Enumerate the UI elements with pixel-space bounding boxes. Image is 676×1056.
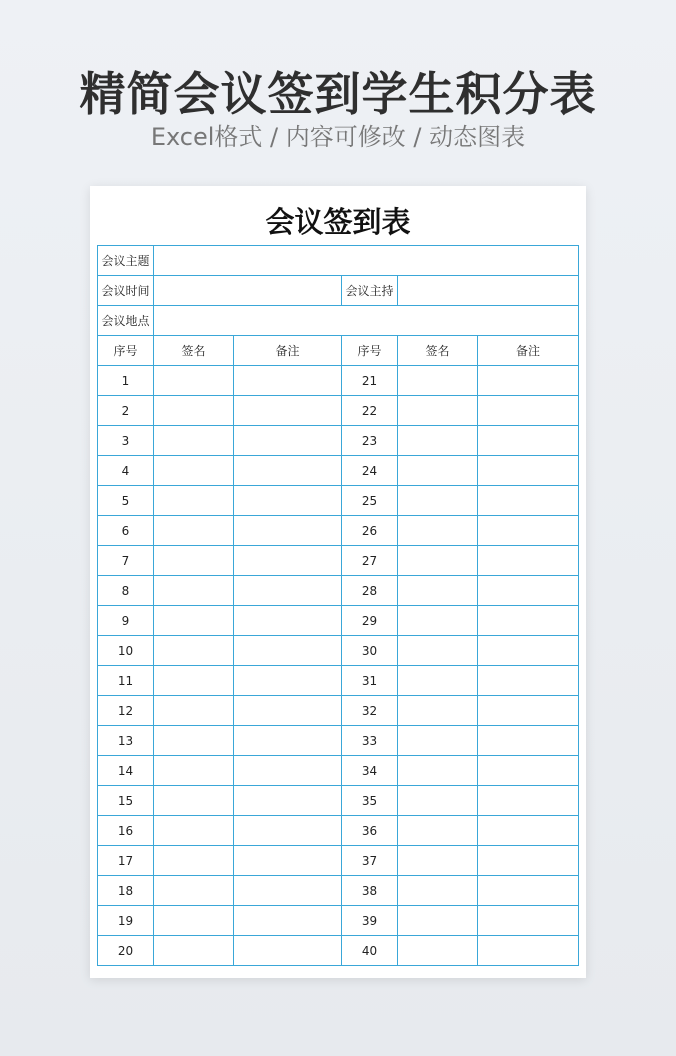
seq-cell: 3: [98, 426, 154, 456]
signature-cell[interactable]: [154, 576, 234, 606]
signature-cell[interactable]: [398, 786, 478, 816]
table-row: [98, 906, 579, 936]
remark-cell[interactable]: [234, 456, 342, 486]
remark-cell[interactable]: [478, 906, 579, 936]
table-row: [98, 456, 579, 486]
signature-cell[interactable]: [398, 426, 478, 456]
seq-cell: 8: [98, 576, 154, 606]
remark-cell[interactable]: [478, 726, 579, 756]
seq-cell: 23: [342, 426, 398, 456]
remark-cell[interactable]: [478, 456, 579, 486]
signature-cell[interactable]: [154, 756, 234, 786]
remark-cell[interactable]: [234, 546, 342, 576]
header-remark: 备注: [234, 336, 342, 366]
signature-cell[interactable]: [154, 456, 234, 486]
seq-cell: 20: [98, 936, 154, 966]
sign-in-sheet: [90, 186, 586, 978]
signature-cell[interactable]: [398, 576, 478, 606]
host-label: 会议主持: [342, 276, 398, 306]
remark-cell[interactable]: [234, 756, 342, 786]
seq-cell: 40: [342, 936, 398, 966]
signature-cell[interactable]: [154, 906, 234, 936]
table-row: [98, 786, 579, 816]
table-row: [98, 666, 579, 696]
seq-cell: 31: [342, 666, 398, 696]
remark-cell[interactable]: [478, 426, 579, 456]
signature-cell[interactable]: [398, 366, 478, 396]
table-row: [98, 936, 579, 966]
signature-cell[interactable]: [398, 936, 478, 966]
seq-cell: 35: [342, 786, 398, 816]
seq-cell: 2: [98, 396, 154, 426]
signature-cell[interactable]: [154, 786, 234, 816]
host-input-cell[interactable]: [398, 276, 579, 306]
signature-cell[interactable]: [398, 756, 478, 786]
header-seq: 序号: [98, 336, 154, 366]
header-remark: 备注: [478, 336, 579, 366]
table-row: [98, 546, 579, 576]
seq-cell: 18: [98, 876, 154, 906]
table-row: [98, 816, 579, 846]
remark-cell[interactable]: [234, 396, 342, 426]
table-row: [98, 606, 579, 636]
info-row-topic: [98, 246, 579, 276]
signature-cell[interactable]: [398, 666, 478, 696]
signature-cell[interactable]: [154, 876, 234, 906]
signature-cell[interactable]: [154, 366, 234, 396]
table-row: [98, 576, 579, 606]
topic-input-cell[interactable]: [154, 246, 579, 276]
remark-cell[interactable]: [234, 816, 342, 846]
seq-cell: 15: [98, 786, 154, 816]
remark-cell[interactable]: [234, 726, 342, 756]
seq-cell: 10: [98, 636, 154, 666]
table-row: [98, 696, 579, 726]
signature-cell[interactable]: [154, 846, 234, 876]
remark-cell[interactable]: [234, 636, 342, 666]
seq-cell: 21: [342, 366, 398, 396]
signature-cell[interactable]: [154, 816, 234, 846]
remark-cell[interactable]: [234, 366, 342, 396]
column-header-row: [98, 336, 579, 366]
seq-cell: 1: [98, 366, 154, 396]
table-row: [98, 516, 579, 546]
seq-cell: 36: [342, 816, 398, 846]
sheet-title: 会议签到表: [265, 205, 411, 239]
signature-cell[interactable]: [398, 816, 478, 846]
seq-cell: 5: [98, 486, 154, 516]
seq-cell: 28: [342, 576, 398, 606]
remark-cell[interactable]: [478, 936, 579, 966]
signature-cell[interactable]: [398, 516, 478, 546]
signature-cell[interactable]: [154, 396, 234, 426]
seq-cell: 34: [342, 756, 398, 786]
signature-cell[interactable]: [154, 486, 234, 516]
seq-cell: 11: [98, 666, 154, 696]
seq-cell: 30: [342, 636, 398, 666]
remark-cell[interactable]: [234, 936, 342, 966]
remark-cell[interactable]: [234, 606, 342, 636]
signature-cell[interactable]: [398, 546, 478, 576]
signature-cell[interactable]: [398, 846, 478, 876]
signature-cell[interactable]: [398, 636, 478, 666]
table-row: [98, 726, 579, 756]
seq-cell: 14: [98, 756, 154, 786]
table-row: [98, 426, 579, 456]
signature-cell[interactable]: [154, 666, 234, 696]
info-row-place: [98, 306, 579, 336]
seq-cell: 19: [98, 906, 154, 936]
remark-cell[interactable]: [234, 426, 342, 456]
remark-cell[interactable]: [234, 576, 342, 606]
place-input-cell[interactable]: [154, 306, 579, 336]
seq-cell: 29: [342, 606, 398, 636]
remark-cell[interactable]: [234, 906, 342, 936]
sign-in-table: [97, 245, 579, 966]
seq-cell: 7: [98, 546, 154, 576]
signature-cell[interactable]: [398, 486, 478, 516]
remark-cell[interactable]: [478, 876, 579, 906]
seq-cell: 4: [98, 456, 154, 486]
remark-cell[interactable]: [234, 696, 342, 726]
seq-cell: 39: [342, 906, 398, 936]
table-row: [98, 846, 579, 876]
table-row: [98, 486, 579, 516]
time-input-cell[interactable]: [154, 276, 342, 306]
topic-label: 会议主题: [98, 246, 154, 276]
seq-cell: 37: [342, 846, 398, 876]
remark-cell[interactable]: [234, 516, 342, 546]
table-row: [98, 396, 579, 426]
seq-cell: 13: [98, 726, 154, 756]
seq-cell: 33: [342, 726, 398, 756]
remark-cell[interactable]: [478, 606, 579, 636]
remark-cell[interactable]: [478, 396, 579, 426]
remark-cell[interactable]: [478, 816, 579, 846]
signature-cell[interactable]: [398, 876, 478, 906]
remark-cell[interactable]: [234, 846, 342, 876]
seq-cell: 32: [342, 696, 398, 726]
remark-cell[interactable]: [478, 546, 579, 576]
seq-cell: 12: [98, 696, 154, 726]
page-title: 精简会议签到学生积分表: [79, 67, 597, 121]
remark-cell[interactable]: [234, 666, 342, 696]
seq-cell: 6: [98, 516, 154, 546]
seq-cell: 27: [342, 546, 398, 576]
signature-cell[interactable]: [398, 696, 478, 726]
remark-cell[interactable]: [478, 756, 579, 786]
remark-cell[interactable]: [478, 576, 579, 606]
seq-cell: 25: [342, 486, 398, 516]
remark-cell[interactable]: [478, 786, 579, 816]
header-signature: 签名: [398, 336, 478, 366]
seq-cell: 17: [98, 846, 154, 876]
seq-cell: 24: [342, 456, 398, 486]
header-seq: 序号: [342, 336, 398, 366]
seq-cell: 22: [342, 396, 398, 426]
remark-cell[interactable]: [234, 786, 342, 816]
header-signature: 签名: [154, 336, 234, 366]
seq-cell: 38: [342, 876, 398, 906]
signature-cell[interactable]: [154, 426, 234, 456]
page-subtitle: Excel格式 / 内容可修改 / 动态图表: [150, 123, 526, 151]
place-label: 会议地点: [98, 306, 154, 336]
signature-cell[interactable]: [398, 606, 478, 636]
remark-cell[interactable]: [478, 666, 579, 696]
signature-cell[interactable]: [398, 726, 478, 756]
info-row-time: [98, 276, 579, 306]
seq-cell: 9: [98, 606, 154, 636]
table-row: [98, 756, 579, 786]
table-row: [98, 366, 579, 396]
seq-cell: 16: [98, 816, 154, 846]
signature-cell[interactable]: [398, 396, 478, 426]
seq-cell: 26: [342, 516, 398, 546]
table-row: [98, 636, 579, 666]
remark-cell[interactable]: [234, 486, 342, 516]
remark-cell[interactable]: [478, 516, 579, 546]
signature-cell[interactable]: [154, 696, 234, 726]
remark-cell[interactable]: [478, 366, 579, 396]
signature-cell[interactable]: [154, 636, 234, 666]
remark-cell[interactable]: [478, 846, 579, 876]
time-label: 会议时间: [98, 276, 154, 306]
signature-cell[interactable]: [154, 516, 234, 546]
remark-cell[interactable]: [478, 486, 579, 516]
signature-cell[interactable]: [154, 936, 234, 966]
signature-cell[interactable]: [154, 546, 234, 576]
remark-cell[interactable]: [478, 696, 579, 726]
remark-cell[interactable]: [478, 636, 579, 666]
signature-cell[interactable]: [398, 906, 478, 936]
remark-cell[interactable]: [234, 876, 342, 906]
signature-cell[interactable]: [398, 456, 478, 486]
signature-cell[interactable]: [154, 606, 234, 636]
signature-cell[interactable]: [154, 726, 234, 756]
table-row: [98, 876, 579, 906]
